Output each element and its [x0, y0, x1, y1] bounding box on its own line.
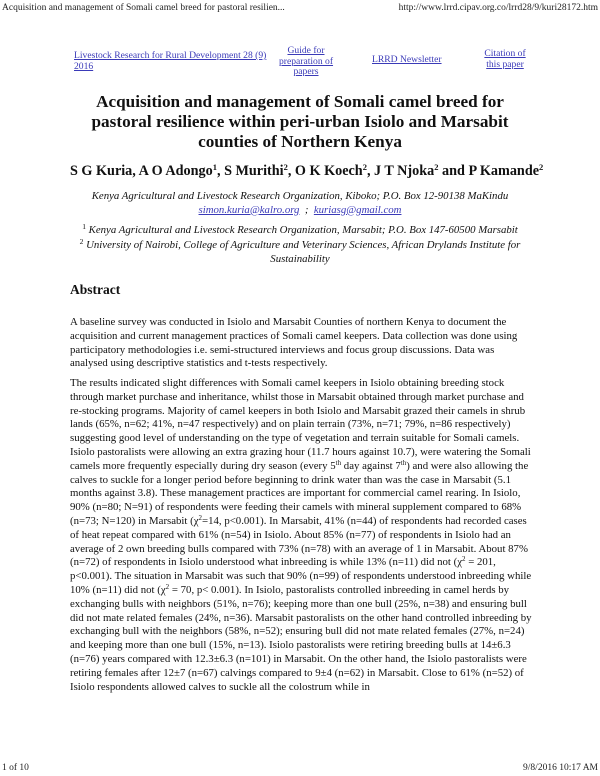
para-text: The results indicated slight differences with Somali camel keepers in Isiolo obtaining breeding stock through market purchase and inheritance, whilst those in Marsabit obtained through market purchase and re-stocking programs. Majority of camel keepers in both Isiolo and Marsabit grazed their camels in shrub lands (65%, n=62; 41%, n=47 respectively) and on plain terrain (73%, n=71; 79%, n=86 respectively) suggesting good level of understanding on the type of vegetation and terrain suitable for Somali camels. Isiolo pastoralists were allowing an extra grazing hour (11.7 hours against 10.7), were watering the Somali camels more frequently especially during dry season (every 5	[70, 377, 531, 472]
footer-page-number: 1 of 10	[2, 763, 29, 773]
affiliation-1-sup: 1	[82, 222, 86, 231]
abstract-paragraph-1: A baseline survey was conducted in Isiolo and Marsabit Counties of northern Kenya to document the acquisition and current management practices of Somali camel keepers. Data collection was done using participatory methodologies i.e. semi-structured interviews and focus group discussions. Data was analysed using descriptive statistics and t-tests respectively.	[70, 316, 518, 370]
paper-title: Acquisition and management of Somali camel breed for pastoral resilience within peri-urban Isiolo and Marsabit counties of Northern Kenya	[91, 92, 509, 151]
author: O K Koech	[294, 163, 363, 179]
superscript: 2	[462, 555, 466, 564]
browser-header-title: Acquisition and management of Somali camel breed for pastoral resilien...	[2, 3, 285, 13]
author-sep: ,	[132, 163, 139, 179]
author-sup: 2	[539, 162, 544, 172]
author-sep: ,	[366, 163, 375, 179]
affiliation-2	[70, 235, 530, 266]
abstract-heading: Abstract	[70, 282, 121, 297]
affiliation-main	[70, 190, 530, 217]
affiliation-2-text: University of Nairobi, College of Agriculture and Veterinary Sciences, African Drylands Institute for Sustainability	[86, 239, 521, 265]
author-sep: and	[438, 163, 469, 179]
author: P Kamande	[468, 163, 540, 179]
superscript: th	[335, 458, 342, 467]
journal-issue-link[interactable]: Livestock Research for Rural Development 28 (9) 2016	[74, 50, 267, 72]
affiliation-main-text: Kenya Agricultural and Livestock Research Organization, Kiboko; P.O. Box 12-90138 MaKindu	[91, 190, 509, 202]
citation-link[interactable]: Citation of this paper	[484, 48, 526, 70]
email-link-2[interactable]: kuriasg@gmail.com	[313, 203, 402, 216]
top-nav	[0, 46, 600, 78]
browser-header-url: http://www.lrrd.cipav.org.co/lrrd28/9/kuri28172.htm	[398, 3, 598, 13]
para-text: = 201, p<0.001). The situation in Marsabit was such that 90% (n=99) of respondents understood inbreeding while 10% (n=11) did not (χ	[70, 556, 532, 596]
author-list	[70, 159, 544, 179]
footer-datetime: 9/8/2016 10:17 AM	[523, 763, 598, 773]
author-sup: 2	[362, 162, 367, 172]
abstract-paragraph-2	[70, 377, 532, 694]
affiliation-2-sup: 2	[79, 237, 84, 246]
author-sup: 1	[212, 162, 217, 172]
author: A O Adongo	[138, 163, 213, 179]
author: S G Kuria	[70, 163, 133, 179]
author: S Murithi	[224, 163, 284, 179]
author-sep: ,	[287, 163, 295, 179]
para-text: day against 7	[341, 459, 401, 472]
email-link-1[interactable]: simon.kuria@kalro.org	[198, 203, 300, 216]
superscript: 2	[165, 582, 170, 591]
para-text: ) and were also allowing the calves to suckle for a longer period before beginning to drink water than was the case in Marsabit (5.1 months against 3.8). These management practices are important for commercial camel rearing. In Isiolo, 90% (n=80; N=91) of respondents were feeding their camels with mineral supplement compared to 68% (n=73; N=120) in Marsabit (χ	[70, 459, 529, 527]
affiliation-1-text: Kenya Agricultural and Livestock Research Organization, Marsabit; P.O. Box 147-60500 Marsabit	[88, 224, 518, 236]
author-sup: 2	[434, 162, 439, 172]
author-sep: ,	[216, 163, 225, 179]
guide-link[interactable]: Guide for preparation of papers	[278, 45, 334, 77]
author: J T Njoka	[374, 163, 435, 179]
author-sup: 2	[283, 162, 288, 172]
para-text: =14, p<0.001). In Marsabit, 41% (n=44) of respondents had recorded cases of heat repeat compared with 61% (n=54) in Isiolo. About 85% (n=77) of respondents in Isiolo had an average of 2 own breeding bulls compared with 73% (n=78) with an average of 1 in Marsabit. About 87% (n=72) of respondents in Isiolo understood what inbreeding is while 13% (n=11) did not (χ	[70, 514, 528, 569]
superscript: 2	[198, 513, 203, 522]
para-text: = 70, p< 0.001). In Isiolo, pastoralists controlled inbreeding in camel herds by exchanging bulls with neighbors (51%, n=76); keeping more than one bull (25%, n=38) and ensuring bull did not mate related females (24%, n=36). Marsabit pastoralists on the other hand controlled inbreeding by exchanging bull with the neighbors (58%, n=52); ensuring bull did not mate related females (27%, n=24) and keeping more than one bull (15%, n=13). Isiolo pastoralists were retiring breeding bulls at 14±6.3 (n=76) years compared with 12.3±6.3 (n=101) in Marsabit. On the other hand, the Isiolo pastoralists were retiring females after 12±7 (n=67) calvings compared to 9±4 (n=62) in Marsabit. Close to 61% (n=52) of Isiolo respondents allowed calves to suckle all the colostrum while in	[70, 583, 532, 693]
email-separator: ;	[304, 203, 309, 216]
newsletter-link[interactable]: LRRD Newsletter	[372, 54, 442, 65]
superscript: th	[400, 458, 407, 467]
